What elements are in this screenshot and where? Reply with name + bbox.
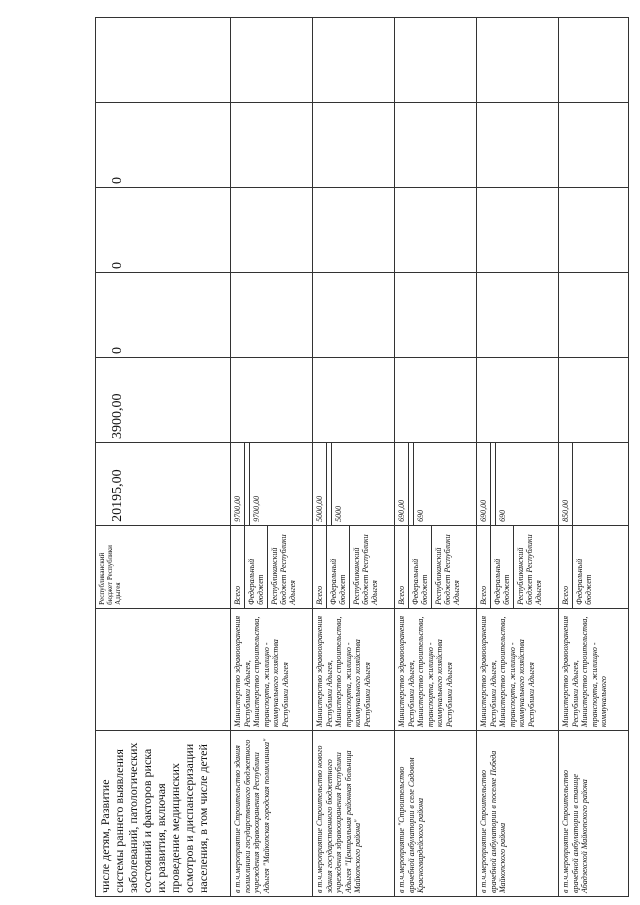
measure-description: в т.ч.мероприятие "Строительство врачебной амбулатории в селе Садовом Красногвардейского района [395,731,477,897]
table-row [559,18,629,897]
measure-description: в т.ч.мероприятие Строительство врачебной амбулатории в станице Абадзехской Майкопского района [559,731,629,897]
value-lines [559,443,577,525]
measure-executor: Министерство здравоохранения Республики Адыгея, Министерство строительства, транспорта, жилищно - коммунального хозяйства Республики Адыгея [313,608,395,730]
table-row [313,18,395,897]
value-line [573,443,577,525]
source-line: Федеральный бюджет [409,526,432,608]
measure-description: в т.ч.мероприятие Строительство врачебной амбулатории в поселке Победа Майкопского района [477,731,559,897]
measure-executor: Министерство здравоохранения Республики Адыгея, Министерство строительства, транспорта, жилищно - коммунального [559,608,629,730]
table-row [477,18,559,897]
source-line: Республиканский бюджет Республики Адыгея [434,534,461,605]
source-line: Всего [395,526,409,608]
value-line: 5000,00 [313,443,327,525]
executor-cell [96,608,231,730]
value-year4: 0 [96,188,231,273]
value-year5: 0 [96,103,231,188]
program-description: числе детям, Развитие системы раннего выявления заболеваний, патологических состояний и факторов риска их развития, включая проведение медицинских осмотров и диспансеризации населения, в том числе детей [96,731,231,897]
value-line: 690 [498,509,507,522]
value-line: 9700,00 [231,443,245,525]
source-line: Республиканский бюджет Республики Адыгея [270,534,297,605]
value-line: 690,00 [395,443,409,525]
source-line: Федеральный бюджет [575,558,593,605]
source-line: Республиканский бюджет Республики Адыгея [516,534,543,605]
value-year2: 3900,00 [96,358,231,443]
source-lines [477,526,545,608]
source-line: Всего [231,526,245,608]
table-row [231,18,313,897]
table-row [395,18,477,897]
value-total: 20195,00 [96,443,231,526]
budget-table [95,17,629,897]
measure-executor: Министерство здравоохранения Республики Адыгея, Министерство строительства, транспорта, жилищно - коммунального хозяйства Республики Адыгея [477,608,559,730]
value-line: 5000 [334,505,343,522]
measure-description: в т.ч.мероприятие Строительство нового здания государственного бюджетного учреждения здравоохранения Республики Адыгея "Центральная районная больница Майкопского района" [313,731,395,897]
value-lines [477,443,509,525]
funding-source: Республиканский бюджет Республики Адыгея [96,525,231,608]
value-lines [231,443,263,525]
source-lines [559,526,595,608]
value-year3: 0 [96,273,231,358]
source-line: Республиканский бюджет Республики Адыгея [352,534,379,605]
value-line: 850,00 [559,443,573,525]
value-line: 9700,00 [252,495,261,522]
measure-executor: Министерство здравоохранения Республики Адыгея, Министерство строительства, транспорта, жилищно - коммунального хозяйства Республики Адыгея [395,608,477,730]
measure-description: в т.ч.мероприятие Строительство здания поликлиники государственного бюджетного учреждения здравоохранения Республики Адыгея "Майкопская городская поликлиника" [231,731,313,897]
source-lines [313,526,381,608]
source-line: Федеральный бюджет [245,526,268,608]
value-lines [313,443,345,525]
source-line: Всего [313,526,327,608]
source-line: Федеральный бюджет [491,526,514,608]
source-lines [395,526,463,608]
value-lines [395,443,427,525]
source-line: Федеральный бюджет [327,526,350,608]
source-line: Всего [477,526,491,608]
source-line: Всего [559,526,573,608]
source-lines [231,526,299,608]
value-line: 690,00 [477,443,491,525]
table-row [96,18,231,897]
value-line: 690 [416,509,425,522]
empty-cell [96,18,231,103]
measure-executor: Министерство здравоохранения Республики Адыгея, Министерство строительства, транспорта, жилищно - коммунального хозяйства Республики Адыгея [231,608,313,730]
